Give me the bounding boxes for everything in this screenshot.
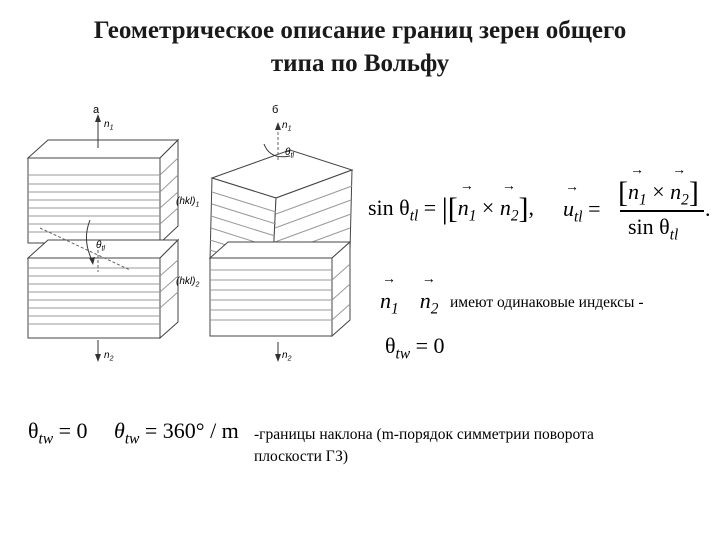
label-a: а (93, 104, 100, 116)
fig-theta-label-left: $\theta_{tl}$ (96, 240, 105, 253)
fig-hkl1-label: $(hkl)_1$ (176, 196, 200, 209)
label-b: б (272, 104, 279, 116)
formula-theta-tw-zero: $\theta_{tw} = 0$ (385, 333, 445, 363)
fig-hkl2-label: $(hkl)_2$ (176, 276, 200, 289)
indices-vectors: → $n_1$ → $n_2$ (380, 272, 439, 318)
fig-n2-label-right: $n_2$ (282, 350, 292, 363)
formula-bottom-theta-zero: $\theta_{tw} = 0$ (28, 418, 88, 448)
slide-title (0, 14, 720, 80)
bottom-description (254, 424, 594, 468)
formula-u-tl: → $u_{tl}$ = (563, 180, 601, 226)
fig-n2-label-left: $n_2$ (104, 350, 114, 363)
title-line-2: типа по Вольфу (270, 50, 450, 77)
grain-boundary-figure (20, 100, 360, 370)
title-line-1: Геометрическое описание границ зерен общего (93, 17, 627, 44)
fraction-bar (620, 210, 704, 212)
fig-n1-label-right: $n_1$ (282, 120, 292, 133)
formula-dot: . (705, 196, 711, 221)
fig-n1-label-left: $n_1$ (104, 119, 114, 132)
bottom-description-line-1: -границы наклона (m-порядок симметрии поворота (254, 426, 594, 443)
bottom-description-line-2: плоскости ГЗ) (254, 448, 349, 465)
indices-text: имеют одинаковые индексы - (450, 294, 644, 311)
fig-theta-label-right: $\theta_{tl}$ (285, 147, 294, 160)
fraction-numerator: [ → $n_1$ × → $n_2$] (618, 163, 699, 209)
fraction-denominator: $\sin \theta_{tl}$ (628, 214, 679, 244)
formula-bottom-theta-360: $\theta_{tw} = 360^\circ / m$ (114, 418, 239, 448)
formula-sin-theta: $\sin \theta_{tl}$ = |[ → $n_1$ × → $n_2$], (368, 179, 535, 225)
